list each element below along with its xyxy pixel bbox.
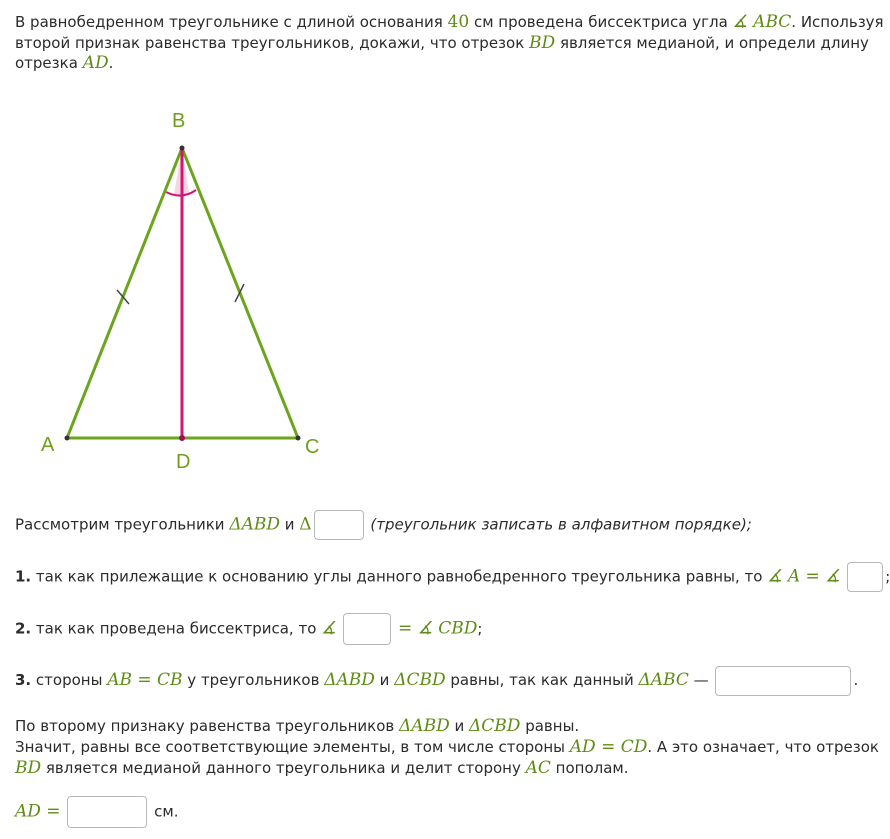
segment-bd: BD xyxy=(529,33,556,53)
conclusion-text: По второму признаку равенства треугольников xyxy=(15,717,400,735)
bisector-angle-input[interactable] xyxy=(343,613,391,645)
step-text: — xyxy=(688,671,709,689)
step-text: . xyxy=(853,671,859,689)
delta-symbol: Δ xyxy=(299,514,312,535)
step-1 xyxy=(15,562,890,592)
segment-bd: BD xyxy=(15,758,42,778)
tick-mark-ab xyxy=(117,290,129,304)
conclusion-text: и xyxy=(449,717,470,735)
problem-line-1 xyxy=(15,12,884,33)
conclusion-line-3 xyxy=(15,758,629,779)
conclusion-text: . А это означает, что отрезок xyxy=(647,738,879,756)
step-text: так как проведена биссектриса, то xyxy=(31,619,322,638)
ad-length-input[interactable] xyxy=(67,796,147,828)
angle-abc: ∡ ABC xyxy=(732,12,792,32)
triangle-type-input[interactable] xyxy=(715,666,851,696)
step-text: ; xyxy=(477,619,483,638)
conclusion-text: равны. xyxy=(520,717,580,735)
triangle-cbd: ΔCBD xyxy=(394,670,446,690)
step-text: так как прилежащие к основанию углы данного равнобедренного треугольника равны, то xyxy=(31,567,768,586)
side-ac-label: AC xyxy=(525,758,551,778)
problem-text: отрезка xyxy=(15,54,83,72)
angle-symbol: ∡ xyxy=(321,618,337,639)
problem-text: см проведена биссектриса угла xyxy=(469,13,733,31)
problem-line-2 xyxy=(15,33,869,54)
angle-equality: ∡ A = ∡ xyxy=(767,566,841,587)
label-c: C xyxy=(305,436,320,458)
conclusion-line-2 xyxy=(15,737,879,758)
step-text: у треугольников xyxy=(182,671,325,689)
step-text: и xyxy=(374,671,395,689)
angle-cbd: = ∡ CBD xyxy=(397,618,478,639)
triangle-abd: ΔABD xyxy=(399,716,450,736)
conclusion-text: пополам. xyxy=(550,759,629,777)
step-text: ; xyxy=(885,567,890,586)
triangle-abc: ΔABC xyxy=(638,670,689,690)
side-ab xyxy=(67,148,182,438)
alphabetical-hint: (треугольник записать в алфавитном порядке); xyxy=(370,515,752,534)
angle-input[interactable] xyxy=(847,562,883,592)
triangle-abd: ΔABD xyxy=(229,514,280,535)
vertex-b-point xyxy=(180,146,185,151)
step-number: 3. xyxy=(15,671,32,689)
problem-text: второй признак равенства треугольников, докажи, что отрезок xyxy=(15,34,530,52)
triangle-abd: ΔABD xyxy=(324,670,375,690)
problem-text: . xyxy=(108,54,114,72)
base-length-value: 40 xyxy=(447,12,470,32)
step-text: равны, так как данный xyxy=(445,671,639,689)
triangle-name-input[interactable] xyxy=(314,510,364,540)
ad-equals-cd: AD = CD xyxy=(569,737,648,757)
problem-text: В равнобедренном треугольнике с длиной основания xyxy=(15,13,448,31)
step-number: 1. xyxy=(15,567,32,586)
conclusion-text: Значит, равны все соответствующие элементы, в том числе стороны xyxy=(15,738,570,756)
step-2 xyxy=(15,613,482,645)
step-3 xyxy=(15,665,858,696)
ad-label: AD = xyxy=(15,801,61,822)
step-text: стороны xyxy=(31,671,108,689)
step-number: 2. xyxy=(15,619,32,638)
label-d: D xyxy=(176,451,191,473)
vertex-c-point xyxy=(296,436,301,441)
segment-ad: AD xyxy=(82,53,109,73)
problem-text: является медианой, и определи длину xyxy=(555,34,869,52)
point-d xyxy=(179,435,185,441)
problem-line-3 xyxy=(15,53,113,74)
answer-row xyxy=(15,796,178,828)
triangle-cbd: ΔCBD xyxy=(469,716,521,736)
step-consider xyxy=(15,510,752,540)
conclusion-text: является медианой данного треугольника и делит сторону xyxy=(41,759,526,777)
label-b: B xyxy=(172,110,186,132)
step-text: и xyxy=(280,515,300,534)
vertex-a-point xyxy=(65,436,70,441)
step-text: Рассмотрим треугольники xyxy=(15,515,230,534)
sides-equal: AB = CB xyxy=(107,670,183,690)
unit-label: см. xyxy=(154,802,179,821)
conclusion-line-1 xyxy=(15,716,579,737)
triangle-figure xyxy=(0,95,360,480)
problem-text: . Используя xyxy=(791,13,884,31)
label-a: A xyxy=(41,434,55,456)
